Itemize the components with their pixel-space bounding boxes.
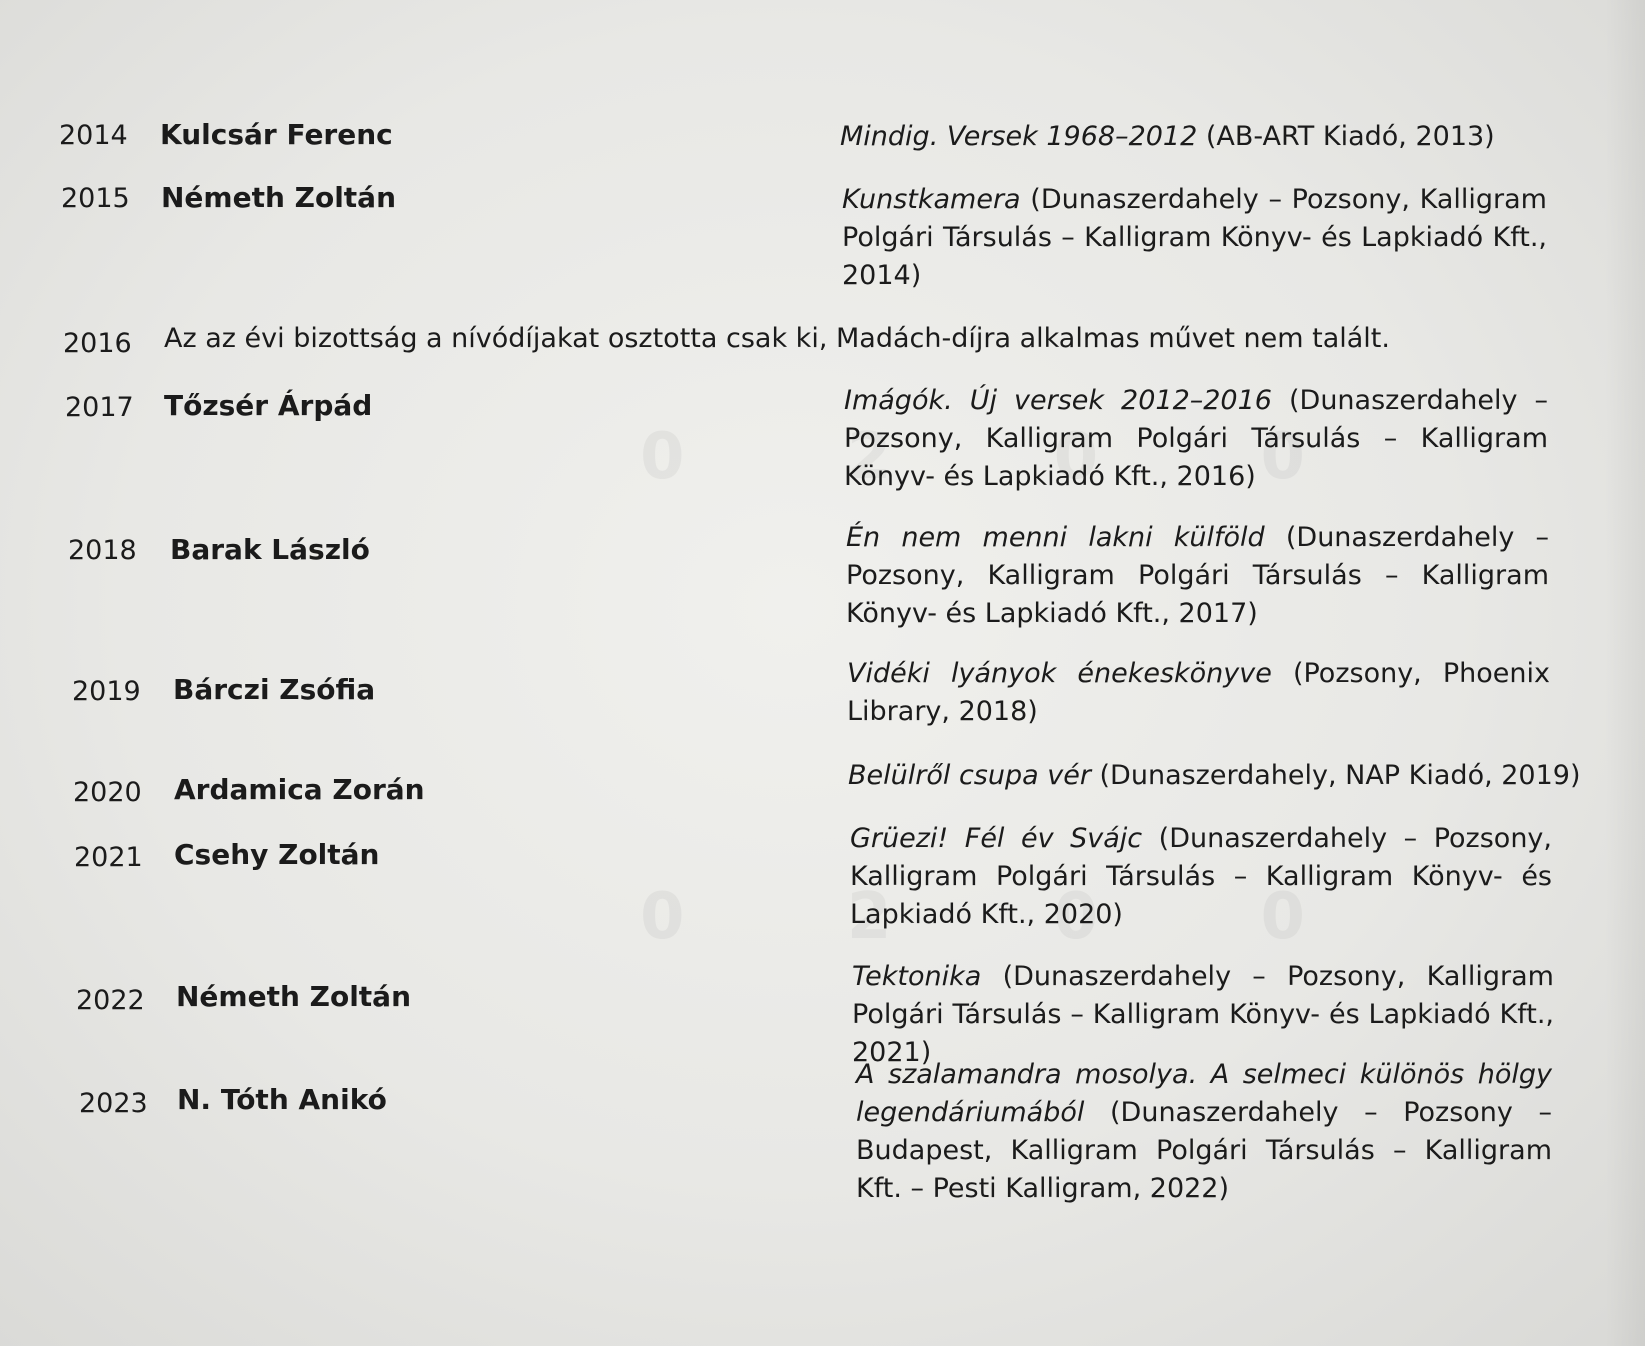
entry-author: Barak László bbox=[170, 533, 370, 566]
work-title: Tektonika bbox=[852, 961, 982, 992]
entry-work bbox=[848, 757, 1581, 795]
entry-work bbox=[847, 655, 1550, 731]
work-title: Imágók. Új versek 2012–2016 bbox=[844, 385, 1272, 416]
entry-note: Az az évi bizottság a nívódíjakat osztotta csak ki, Madách-díjra alkalmas művet nem talált. bbox=[164, 323, 1390, 354]
entry-work bbox=[846, 519, 1549, 633]
entry-author: Csehy Zoltán bbox=[174, 838, 380, 871]
entry-work bbox=[852, 958, 1554, 1072]
entry-year: 2023 bbox=[79, 1088, 148, 1119]
work-publication: (Dunaszerdahely – Pozsony – Budapest, Kalligram Polgári Társulás – Kalligram Kft. – Pesti Kalligram, 2022) bbox=[856, 1097, 1552, 1204]
entry-author: Tőzsér Árpád bbox=[164, 389, 373, 422]
work-publication: (Dunaszerdahely – Pozsony, Kalligram Polgári Társulás – Kalligram Könyv- és Lapkiadó Kft., 2021) bbox=[852, 961, 1554, 1068]
work-publication: (AB-ART Kiadó, 2013) bbox=[1197, 121, 1495, 152]
entry-year: 2014 bbox=[59, 120, 128, 151]
entry-author: Kulcsár Ferenc bbox=[160, 118, 393, 151]
work-title: Mindig. Versek 1968–2012 bbox=[840, 121, 1198, 152]
entry-author: N. Tóth Anikó bbox=[177, 1083, 387, 1116]
work-publication: (Dunaszerdahely – Pozsony, Kalligram Polgári Társulás – Kalligram Könyv- és Lapkiadó Kft., 2017) bbox=[846, 522, 1549, 629]
entry-work bbox=[844, 382, 1548, 496]
work-publication: (Dunaszerdahely – Pozsony, Kalligram Polgári Társulás – Kalligram Könyv- és Lapkiadó Kft., 2014) bbox=[842, 184, 1547, 291]
entry-work bbox=[842, 181, 1547, 295]
entry-author: Bárczi Zsófia bbox=[173, 673, 376, 706]
entry-work bbox=[856, 1056, 1552, 1208]
entry-year: 2015 bbox=[61, 183, 130, 214]
work-title: Vidéki lyányok énekeskönyve bbox=[847, 658, 1272, 689]
page-edge-shadow bbox=[1605, 0, 1645, 1346]
entry-author: Ardamica Zorán bbox=[174, 773, 425, 806]
entry-year: 2021 bbox=[74, 842, 143, 873]
work-title: Kunstkamera bbox=[842, 184, 1021, 215]
entry-author: Németh Zoltán bbox=[176, 980, 412, 1013]
work-title: Grüezi! Fél év Svájc bbox=[850, 823, 1143, 854]
entry-year: 2022 bbox=[76, 985, 145, 1016]
work-publication: (Dunaszerdahely, NAP Kiadó, 2019) bbox=[1090, 760, 1581, 791]
work-title: Belülről csupa vér bbox=[848, 760, 1091, 791]
entry-author: Németh Zoltán bbox=[161, 181, 397, 214]
entry-year: 2018 bbox=[68, 535, 137, 566]
entry-year: 2017 bbox=[65, 392, 134, 423]
entry-work bbox=[850, 820, 1552, 934]
work-title: Én nem menni lakni külföld bbox=[846, 522, 1265, 553]
work-publication: (Dunaszerdahely – Pozsony, Kalligram Polgári Társulás – Kalligram Könyv- és Lapkiadó Kft., 2016) bbox=[844, 385, 1548, 492]
entry-work bbox=[840, 118, 1520, 156]
work-title: A szalamandra mosolya. A selmeci különös hölgy legendáriumából bbox=[856, 1059, 1552, 1128]
work-publication: (Dunaszerdahely – Pozsony, Kalligram Polgári Társulás – Kalligram Könyv- és Lapkiadó Kft., 2020) bbox=[850, 823, 1552, 930]
entry-year: 2016 bbox=[63, 328, 132, 359]
entry-year: 2020 bbox=[73, 777, 142, 808]
entry-year: 2019 bbox=[72, 676, 141, 707]
work-publication: (Pozsony, Phoenix Library, 2018) bbox=[847, 658, 1550, 727]
